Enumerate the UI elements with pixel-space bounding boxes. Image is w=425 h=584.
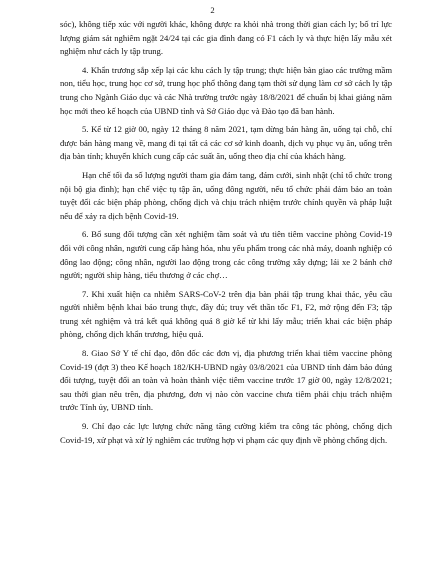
document-body <box>60 18 392 452</box>
paragraph-item-9: 9. Chỉ đạo các lực lượng chức năng tăng cường kiểm tra công tác phòng, chống dịch Covid-19, xử phạt và xử lý nghiêm các trường hợp vi phạm các quy định về phòng chống dịch. <box>60 421 392 445</box>
paragraph-item-8: 8. Giao Sở Y tế chỉ đạo, đôn đốc các đơn vị, địa phương triển khai tiêm vaccine phòng Covid-19 (đợt 3) theo Kế hoạch 182/KH-UBND ngày 03/8/2021 của UBND tỉnh đảm bảo đúng đối tượng, tuyệt đối an toàn và hoàn thành việc tiêm vaccine trước 17 giờ 00, ngày 12/8/2021; sau thời gian nêu trên, địa phương, đơn vị nào còn vaccine chưa tiêm phải chịu trách nhiệm trước Tỉnh ủy, UBND tỉnh. <box>60 348 392 413</box>
page-number: 2 <box>210 5 215 15</box>
paragraph-continuation: sóc), không tiếp xúc với người khác, không được ra khỏi nhà trong thời gian cách ly; bố trí lực lượng giám sát nghiêm ngặt 24/24 tại các gia đình đang có F1 cách ly và thực hiện lấy mẫu xét nghiệm như cách ly tập trung. <box>60 19 392 57</box>
paragraph-item-7: 7. Khi xuất hiện ca nhiễm SARS-CoV-2 trên địa bàn phải tập trung khai thác, yêu cầu người nhiễm bệnh khai báo trung thực, đầy đủ; truy vết thần tốc F1, F2, mở rộng đến F3; tập trung xét nghiệm và trả kết quả không quá 8 giờ kể từ khi lấy mẫu; triển khai các biện pháp phòng, chống dịch khẩn trương, hiệu quả. <box>60 288 392 340</box>
paragraph-item-5-restrictions: Hạn chế tối đa số lượng người tham gia đám tang, đám cưới, sinh nhật (chỉ tổ chức trong nội bộ gia đình); hạn chế việc tụ tập ăn, uống đông người, nếu tổ chức phải đảm bảo an toàn tuyệt đối các biện pháp phòng, chống dịch và chịu trách nhiệm trước chính quyền và pháp luật nếu để xảy ra dịch bệnh Covid-19. <box>60 169 392 221</box>
paragraph-item-4: 4. Khẩn trương sắp xếp lại các khu cách ly tập trung; thực hiện bàn giao các trường mầm non, tiểu học, trung học cơ sở, trung học phổ thông đang tạm thời sử dụng làm cơ sở cách ly tập trung cho Ngành Giáo dục và các Nhà trường trước ngày 18/8/2021 để chuẩn bị khai giảng năm học mới theo kế hoạch của UBND tỉnh và Sở Giáo dục và Đào tạo đã ban hành. <box>60 64 392 116</box>
paragraph-item-6: 6. Bổ sung đối tượng cần xét nghiệm tầm soát và ưu tiên tiêm vaccine phòng Covid-19 đối với công nhân, người cung cấp hàng hóa, nhu yếu phẩm trong các nhà máy, doanh nghiệp có đông lao động; công nhân, người lao động trong các công trường xây dựng; lái xe 2 bánh chở người; người ship hàng, tiểu thương ở các chợ… <box>60 229 392 281</box>
paragraph-item-5: 5. Kể từ 12 giờ 00, ngày 12 tháng 8 năm 2021, tạm dừng bán hàng ăn, uống tại chỗ, chỉ được bán hàng mang về, mang đi tại tất cả các cơ sở kinh doanh, dịch vụ phục vụ ăn, uống trên địa bàn tỉnh; khuyến khích cung cấp các suất ăn, uống theo địa chỉ của khách hàng. <box>60 124 392 162</box>
